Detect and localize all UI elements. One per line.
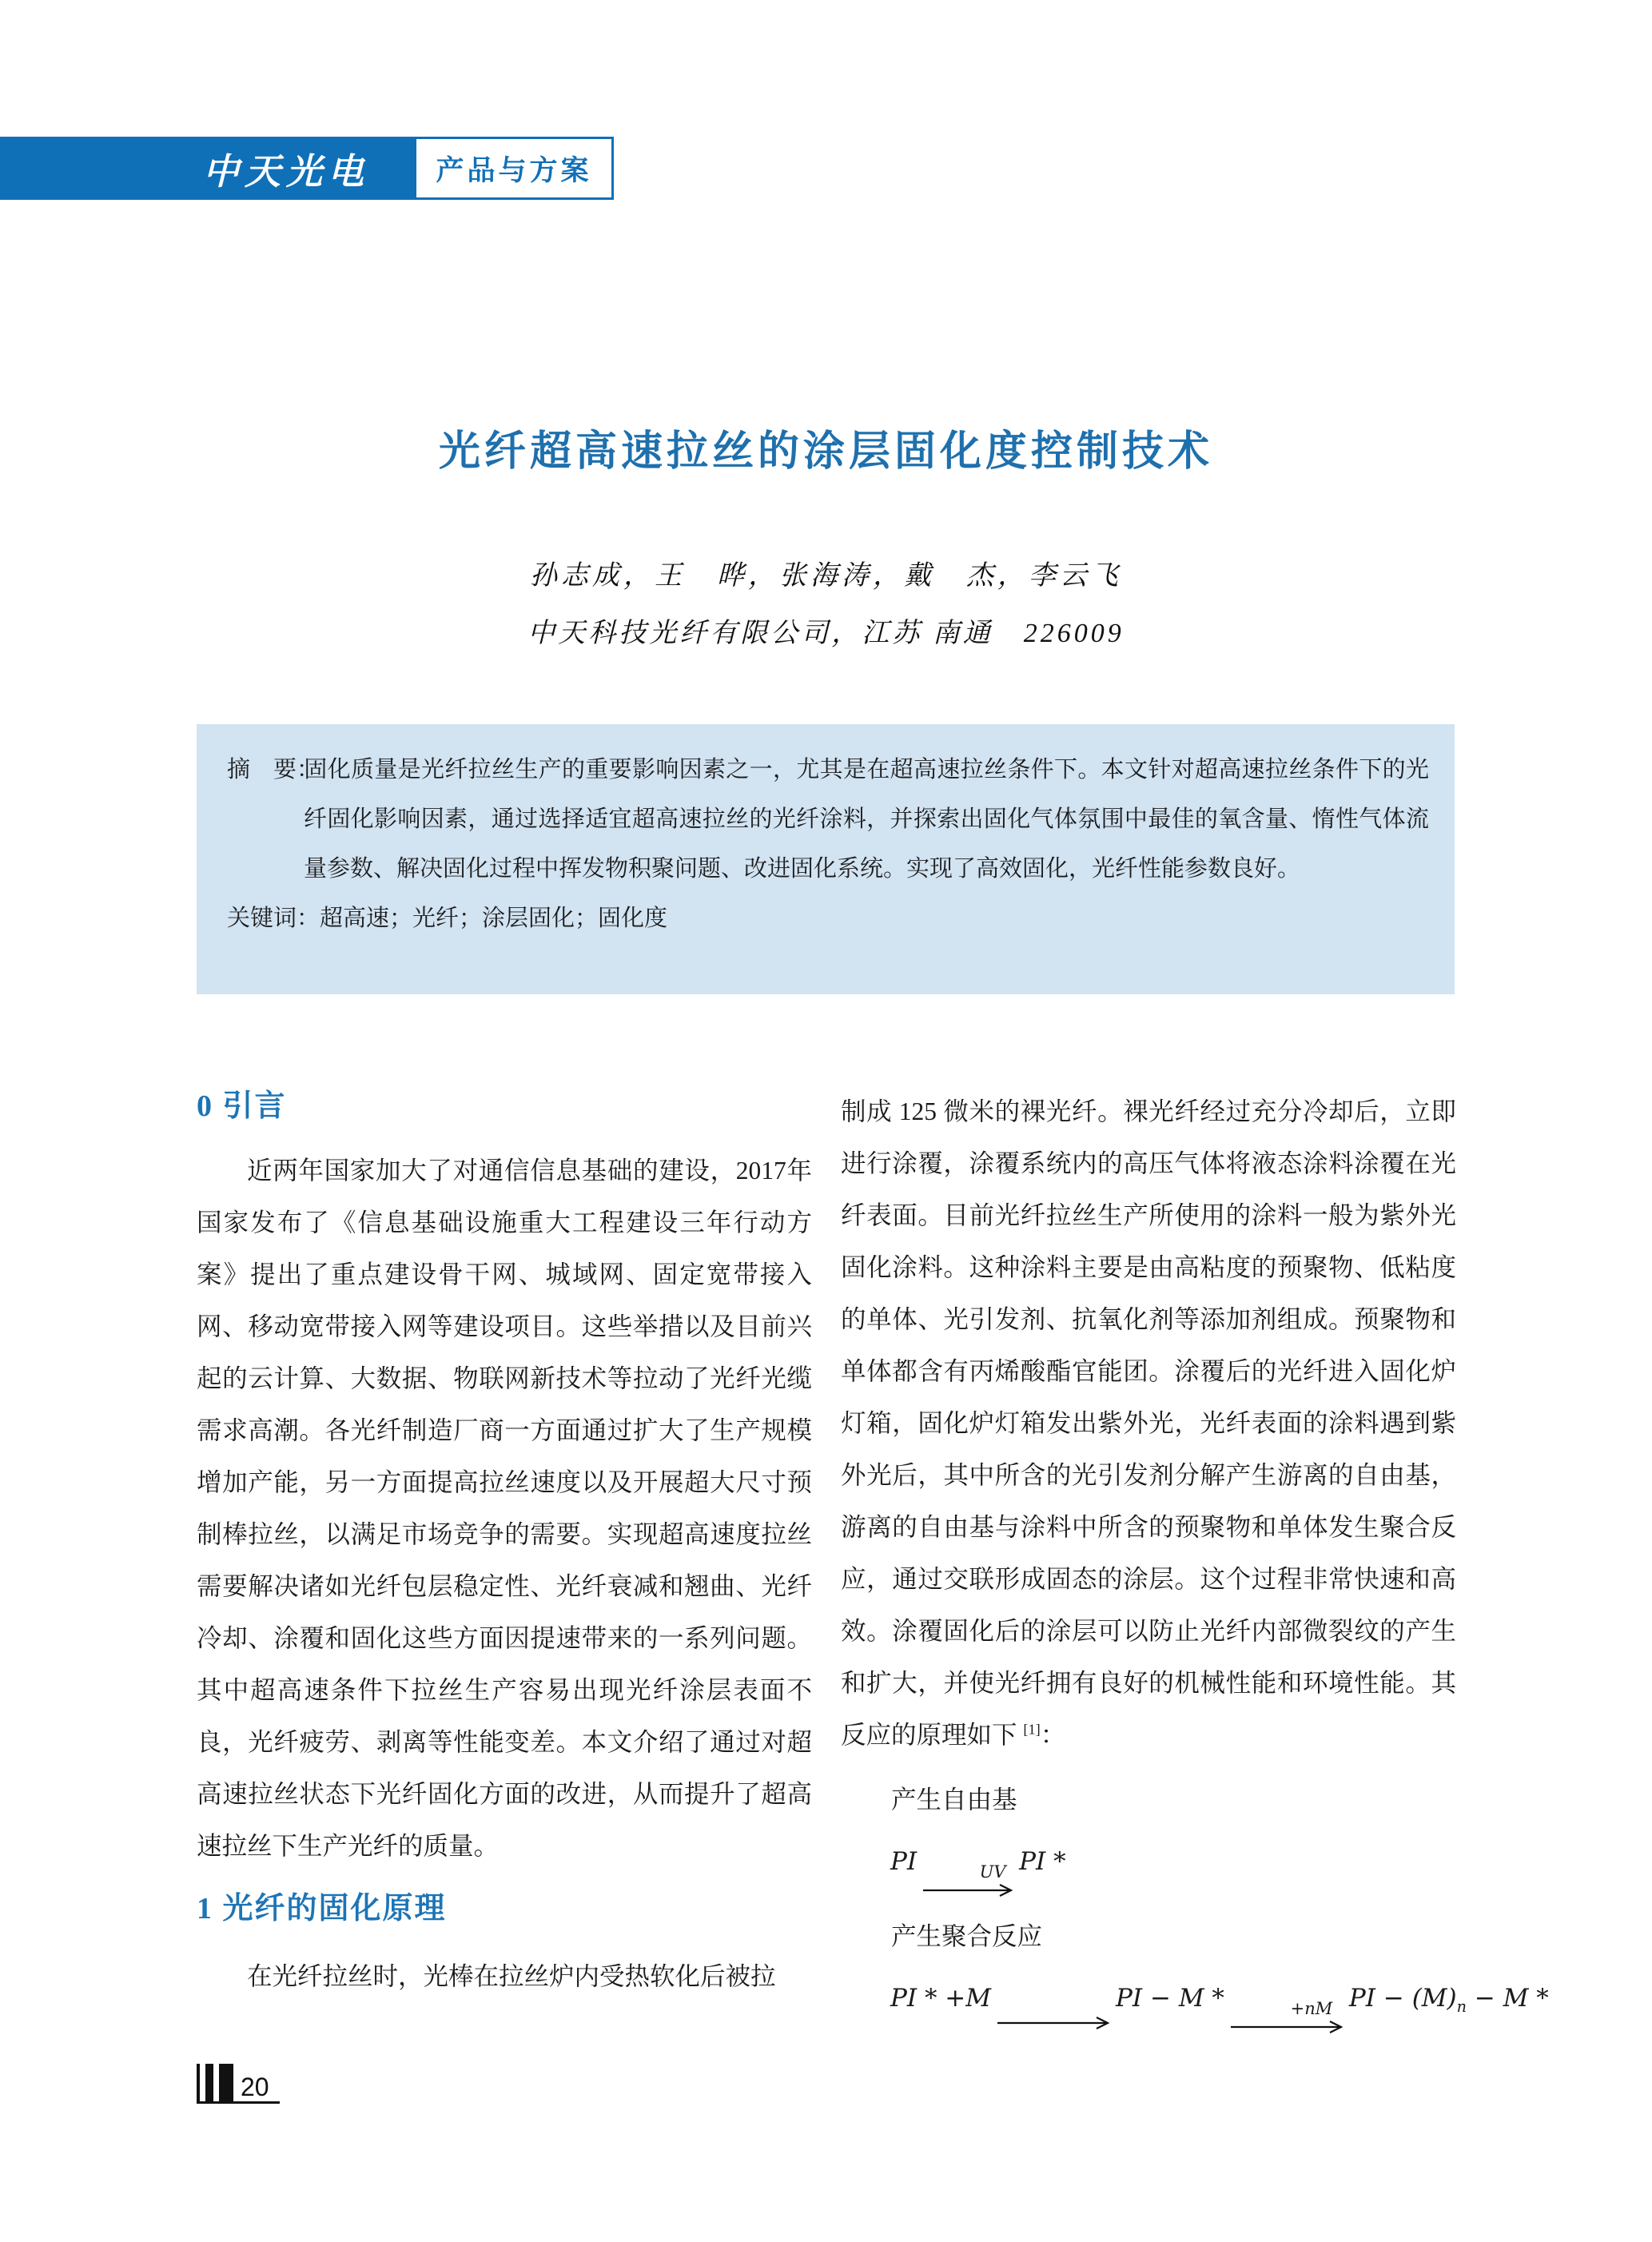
right-column-text: 制成 125 微米的裸光纤。裸光纤经过充分冷却后，立即进行涂覆，涂覆系统内的高压气体将液态涂料涂覆在光纤表面。目前光纤拉丝生产所使用的涂料一般为紫外光固化涂料。这种涂料主要是由高粘度的预聚物、低粘度的单体、光引发剂、抗氧化剂等添加剂组成。预聚物和单体都含有丙烯酸酯官能团。涂覆后的光纤进入固化炉灯箱，固化炉灯箱发出紫外光，光纤表面的涂料遇到紫外光后，其中所含的光引发剂分解产生游离的自由基，游离的自由基与涂料中所含的预聚物和单体发生聚合反应，通过交联形成固态的涂层。这个过程非常快速和高效。涂覆固化后的涂层可以防止光纤内部微裂纹的产生和扩大，并使光纤拥有良好的机械性能和环境性能。其反应的原理如下	[841, 1097, 1456, 1749]
section-1-heading: 1 光纤的固化原理	[197, 1892, 447, 1925]
arrow-glyph	[997, 2014, 1109, 2030]
right-column-paragraph	[841, 1085, 1456, 1761]
reaction-formula-1	[841, 1832, 1456, 1898]
affiliation-line: 中天科技光纤有限公司，江苏 南通 226009	[527, 619, 1125, 648]
r2-tail: − M *	[1474, 1984, 1549, 2013]
arrow-glyph	[1231, 2018, 1343, 2034]
r2-subscript: n	[1456, 1997, 1467, 2017]
article-title: 光纤超高速拉丝的涂层固化度控制技术	[438, 429, 1213, 475]
arrow-label-uv: UV	[979, 1862, 1006, 1882]
r2-mid: PI − M *	[1116, 1984, 1224, 2013]
reaction-arrow-plain	[997, 1995, 1109, 2030]
reference-marker: [1]	[1023, 1721, 1041, 1738]
brand-logo: 中天光电	[202, 150, 369, 193]
page-number-bar-icon	[205, 2064, 213, 2101]
free-radical-label: 产生自由基	[891, 1786, 1017, 1814]
section-0-heading: 0 引言	[197, 1089, 287, 1123]
r2-lhs: PI * +M	[890, 1984, 992, 2013]
section-0-paragraph: 近两年国家加大了对通信信息基础的建设，2017年国家发布了《信息基础设施重大工程建设三年行动方案》提出了重点建设骨干网、城域网、固定宽带接入网、移动宽带接入网等建设项目。这些举措以及目前兴起的云计算、大数据、物联网新技术等拉动了光纤光缆需求高潮。各光纤制造厂商一方面通过扩大了生产规模增加产能，另一方面提高拉丝速度以及开展超大尺寸预制棒拉丝，以满足市场竞争的需要。实现超高速度拉丝需要解决诸如光纤包层稳定性、光纤衰减和翘曲、光纤冷却、涂覆和固化这些方面因提速带来的一系列问题。其中超高速条件下拉丝生产容易出现光纤涂层表面不良，光纤疲劳、剥离等性能变差。本文介绍了通过对超高速拉丝状态下光纤固化方面的改进，从而提升了超高速拉丝下生产光纤的质量。	[197, 1157, 812, 1860]
column-badge-label: 产品与方案	[436, 154, 592, 186]
right-column	[841, 1085, 1549, 2037]
abstract-label: 摘 要：	[227, 757, 320, 783]
arrow-glyph	[923, 1882, 1013, 1898]
column-badge	[414, 137, 614, 200]
r2-rhs: PI − (M)	[1348, 1984, 1457, 2013]
header-blue-band	[0, 137, 414, 200]
section-1-paragraph: 在光纤拉丝时，光棒在拉丝炉内受热软化后被拉	[247, 1962, 776, 1990]
page-number: 20	[241, 2073, 269, 2101]
page-number-bar-icon	[197, 2064, 200, 2101]
page-number-block	[197, 2062, 280, 2104]
abstract-text: 固化质量是光纤拉丝生产的重要影响因素之一，尤其是在超高速拉丝条件下。本文针对超高速拉丝条件下的光纤固化影响因素，通过选择适宜超高速拉丝的光纤涂料，并探索出固化气体氛围中最佳的氧含量、惰性气体流量参数、解决固化过程中挥发物积聚问题、改进固化系统。实现了高效固化，光纤性能参数良好。	[304, 757, 1429, 882]
r1-lhs: PI	[890, 1847, 918, 1876]
reaction-arrow-nm	[1231, 1999, 1343, 2034]
keywords-text: 超高速；光纤；涂层固化；固化度	[320, 906, 668, 931]
page-number-bar-icon	[219, 2064, 233, 2101]
r1-rhs: PI *	[1019, 1847, 1066, 1876]
page-header	[0, 137, 614, 200]
left-column	[197, 1085, 812, 2002]
arrow-label-nm: +nM	[1290, 1999, 1333, 2018]
keywords-label: 关键词：	[227, 906, 320, 931]
keywords-line	[227, 894, 1429, 943]
abstract-paragraph	[227, 745, 1429, 894]
reaction-formula-2	[841, 1969, 1549, 2037]
reaction-arrow-uv	[923, 1862, 1013, 1898]
abstract-box	[197, 724, 1455, 994]
polymerization-label: 产生聚合反应	[891, 1922, 1043, 1950]
authors-line: 孙志成，王 晔，张海涛，戴 杰，李云飞	[530, 561, 1122, 591]
reference-colon: ：	[1040, 1721, 1066, 1749]
